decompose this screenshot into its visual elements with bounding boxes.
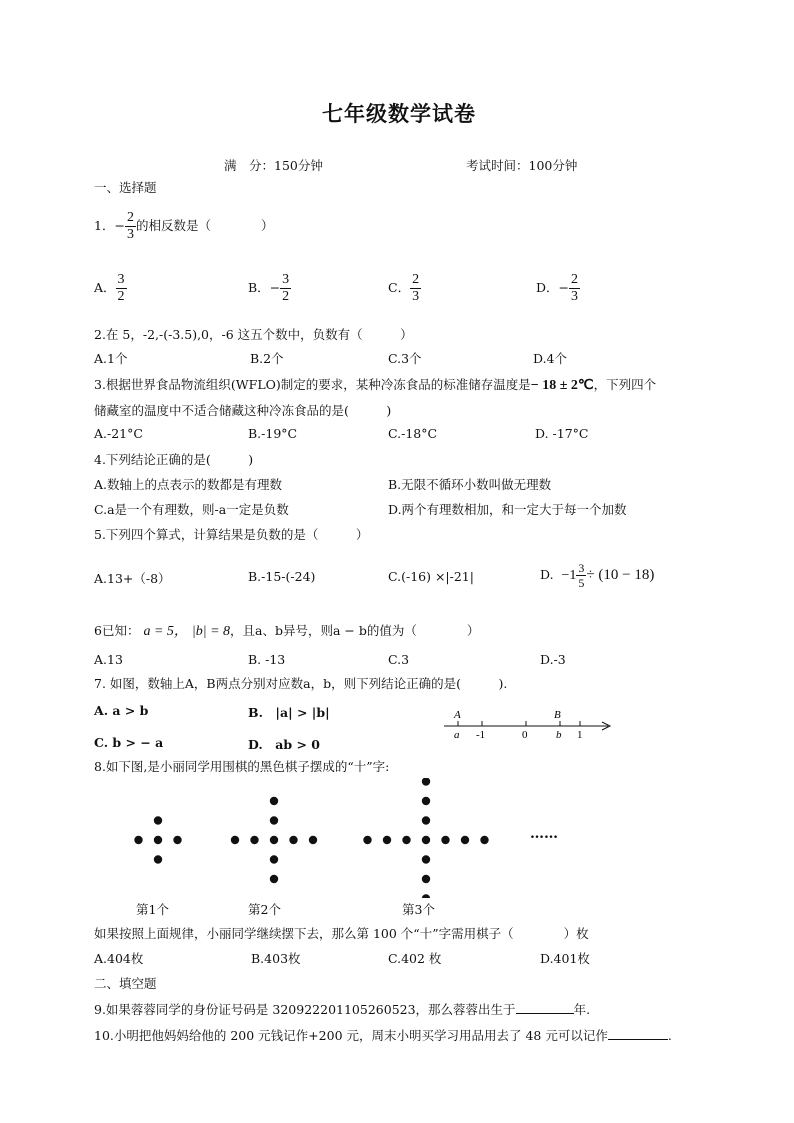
q1-option-d: D．− $\frac{2}{3}$ [536,272,579,304]
go-stone [270,797,278,805]
go-stone [154,816,162,824]
go-stone [154,836,162,844]
cross-figure-2 [231,797,317,883]
q5-option-d: D. −1 $\frac{3}{5}$ ÷ (10 − 18) [540,561,655,590]
question-8-text: 如果按照上面规律，小丽同学继续摆下去，那么第 100 个“十”字需用棋子（ ）枚 [94,926,589,941]
label-A: A [454,709,461,721]
go-stone [134,836,142,844]
q6-option-a: A.13 [94,652,123,667]
go-stone [422,894,430,898]
go-stone [270,816,278,824]
q2-option-d: D.4个 [533,351,568,366]
question-3: 3.根据世界食品物流组织(WFLO)制定的要求，某种冷冻食品的标准储存温度是− 18 ± 2℃，下列四个 [94,377,657,393]
question-9: 9.如果蓉蓉同学的身份证号码是 320922201105260523，那么蓉蓉出生于 年. [94,1002,591,1017]
go-stone [270,875,278,883]
q8-option-c: C.402 枚 [388,951,442,966]
label-0: 0 [522,729,528,741]
q10-answer-blank[interactable] [608,1029,668,1040]
go-stone [289,836,297,844]
question-3-line2: 储藏室的温度中不适合储藏这种冷冻食品的是( ) [94,403,392,418]
question-4: 4.下列结论正确的是( ) [94,452,254,467]
q7-option-b: B. |a| > |b| [248,705,330,720]
go-stone [270,836,278,844]
exam-time: 考试时间：100分钟 [466,158,578,173]
label-b: b [556,729,562,741]
q7-option-d: D. ab > 0 [248,737,320,752]
go-stone [422,778,430,786]
figure-ellipsis: …… [530,826,558,842]
q4-option-d: D.两个有理数相加，和一定大于每一个加数 [388,502,627,517]
cross-figure-1 [134,816,181,863]
temperature-range: − 18 ± 2℃ [530,378,594,393]
full-marks: 满 分：150分钟 [224,158,323,173]
q1-option-a: A． $\frac{3}{2}$ [94,272,125,304]
go-stone [250,836,258,844]
caption-figure-2: 第2个 [248,902,281,917]
q7-option-a: A. a > b [94,703,149,718]
q1-option-c: C． $\frac{2}{3}$ [388,272,420,304]
go-stone [480,836,488,844]
label-minus1: -1 [476,729,486,741]
q5-option-a: A.13+（-8） [94,571,171,586]
go-stone [422,797,430,805]
q2-option-b: B.2个 [250,351,284,366]
go-stone [173,836,181,844]
cross-figure-3 [363,778,488,898]
q3-option-d: D. -17°C [535,426,589,441]
go-stone [422,816,430,824]
question-8: 8.如下图,是小丽同学用围棋的黑色棋子摆成的“十”字: [94,759,390,774]
q1-fraction: $\frac{2}{3}$ [126,210,134,242]
caption-figure-1: 第1个 [136,902,169,917]
section-fill: 二、填空题 [94,976,157,991]
q6-option-c: C.3 [388,652,410,667]
q2-option-c: C.3个 [388,351,422,366]
q8-option-d: D.401枚 [540,951,590,966]
go-stone [441,836,449,844]
go-stone [422,855,430,863]
q4-option-b: B.无限不循环小数叫做无理数 [388,477,552,492]
q9-answer-blank[interactable] [516,1003,574,1014]
q6-option-d: D.-3 [540,652,566,667]
go-stone [363,836,371,844]
q5-option-c: C.(-16) ×|-21| [388,569,474,584]
go-stone [422,836,430,844]
q8-option-b: B.403枚 [251,951,301,966]
q4-option-c: C.a是一个有理数，则-a一定是负数 [94,502,289,517]
q5-option-b: B.-15-(-24) [248,569,316,584]
go-stone [422,875,430,883]
question-6: 6已知： a = 5， |b| = 8，且a、b异号，则a − b的值为（ ） [94,623,480,639]
question-2: 2.在 5，-2,-(-3.5),0，-6 这五个数中，负数有（ ） [94,327,413,342]
q1-option-b: B．− $\frac{3}{2}$ [248,272,290,304]
cross-figures [120,778,600,898]
go-stone [461,836,469,844]
question-7: 7. 如图，数轴上A，B两点分别对应数a，b，则下列结论正确的是( ). [94,676,508,691]
caption-figure-3: 第3个 [402,902,435,917]
number-line [440,704,620,744]
section-choice: 一、选择题 [94,180,157,195]
q3-option-c: C.-18°C [388,426,438,441]
go-stone [231,836,239,844]
go-stone [383,836,391,844]
q2-option-a: A.1个 [94,351,128,366]
question-5: 5.下列四个算式，计算结果是负数的是（ ） [94,527,369,542]
q6-option-b: B. -13 [248,652,286,667]
question-1: 1．− $\frac{2}{3}$ 的相反数是（ ） [94,210,274,242]
q7-option-c: C. b > − a [94,735,164,750]
q4-option-a: A.数轴上的点表示的数都是有理数 [94,477,283,492]
q3-option-b: B.-19°C [248,426,298,441]
question-10: 10.小明把他妈妈给他的 200 元钱记作+200 元，周末小明买学习用品用去了 48 元可以记作 . [94,1028,672,1043]
go-stone [309,836,317,844]
go-stone [270,855,278,863]
q3-option-a: A.-21°C [94,426,143,441]
go-stone [402,836,410,844]
label-a: a [454,729,460,741]
label-1: 1 [577,729,583,741]
page-title: 七年级数学试卷 [322,101,476,126]
label-B: B [554,709,561,721]
go-stone [154,855,162,863]
q8-option-a: A.404枚 [94,951,144,966]
